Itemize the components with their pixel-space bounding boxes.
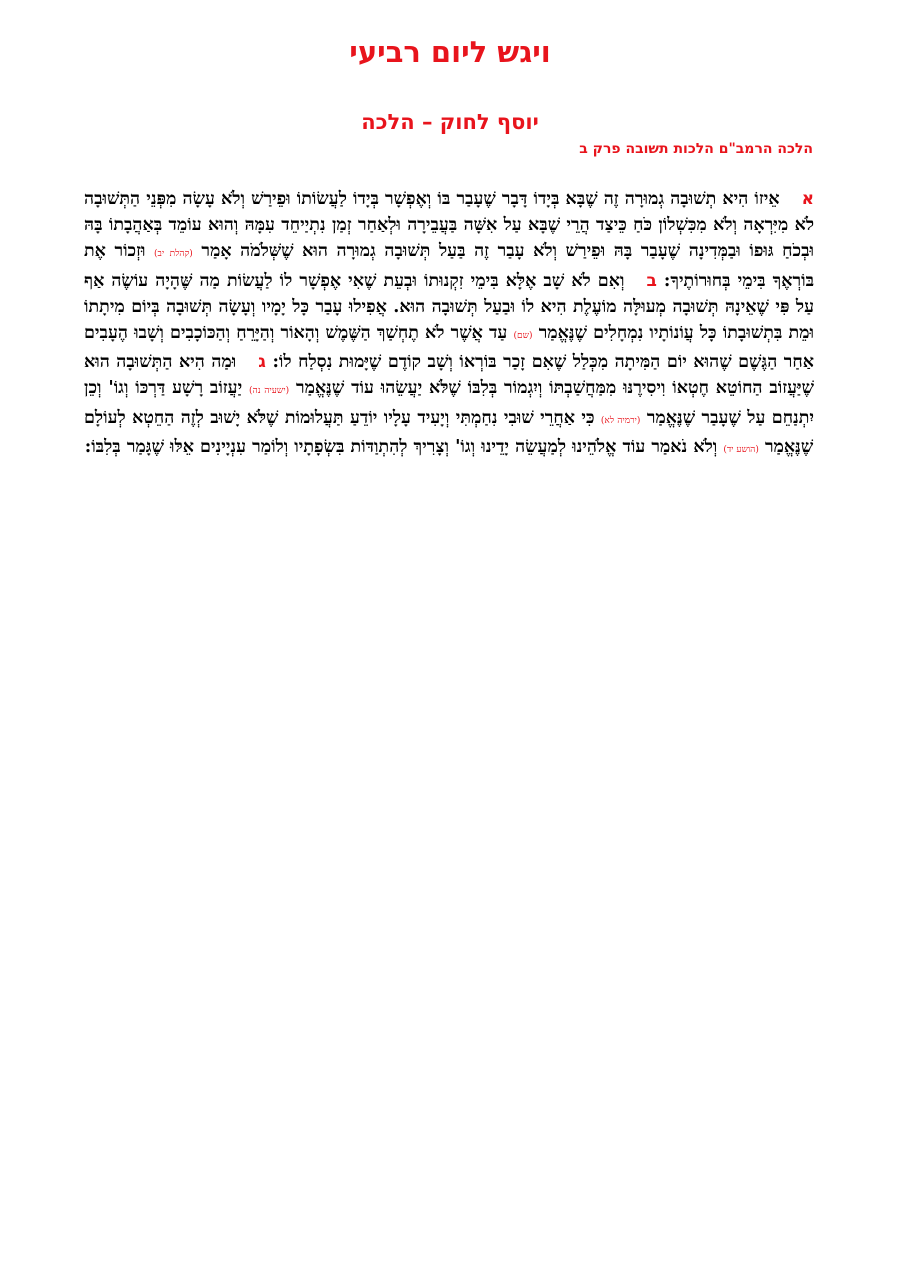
halacha-number: א: [801, 189, 814, 209]
halacha-text: וּמַה הִיא הַתְּשׁוּבָה הוּא שֶׁיַּעֲזוֹב הַחוֹטֵא חֶטְאוֹ וִיסִירֶנּוּ מִמַּחֲשַׁבְתּוֹ וְיִגְמוֹר בְּלִבּוֹ שֶׁלֹּא יַעֲשֵׂהוּ עוֹד שֶׁנֶּאֱמַר: [84, 352, 814, 399]
halacha-text-block: [84, 186, 814, 463]
halacha-text: אֵיזוֹ הִיא תְשׁוּבָה גְמוּרָה זֶה שֶׁבָּא בְּיָדוֹ דָּבָר שֶׁעָבַר בּוֹ וְאֶפְשָׁר בְּיָדוֹ לַעֲשׂוֹתוֹ וּפֵירַשׁ וְלֹא עָשָׂה מִפְּנֵי הַתְּשׁוּבָה לֹא מִיִּרְאָה וְלֹא מִכִּשְׁלוֹן כֹּחַ כֵּיצַד הֲרֵי שֶׁבָּא עַל אִשָּׁה בַּעֲבֵירָה וּלְאַחַר זְמַן נִתְיַיחֵד עִמָּהּ וְהוּא עוֹמֵד בְּאַהֲבָתוֹ בָּהּ וּבְכֹחַ גּוּפוֹ וּבַמְּדִינָה שֶׁעָבַר בָּהּ וּפֵירַשׁ וְלֹא עָבַר זֶה בַּעַל תְּשׁוּבָה גְמוּרָה הוּא שֶׁשְּׁלֹמֹה אָמַר: [84, 189, 814, 262]
verse-reference: (ירמיה לא): [600, 415, 641, 426]
page-title: ויגש ליום רביעי: [349, 35, 551, 69]
halacha-text: וְלֹא נֹאמַר עוֹד אֱלֹהֵינוּ לְמַעֲשֵׂה יָדֵינוּ וְגוֹ' וְצָרִיךְ לְהִתְוַדּוֹת בִּשְׂפָתָיו וְלוֹמַר עִנְיָינִים אֵלּוּ שֶׁגָּמַר בְּלִבּוֹ:: [84, 436, 724, 457]
source-reference: הלכה הרמב"ם הלכות תשובה פרק ב: [579, 141, 813, 157]
verse-reference: (שם): [513, 331, 533, 342]
verse-reference: (ישעיה נה): [249, 386, 290, 397]
halacha-text: יַעֲזוֹב רָשָׁע דַּרְכּוֹ וְגוֹ' וְכֵן יִתְנַחֵם עַל שֶׁעָבַר שֶׁנֶּאֱמַר: [84, 378, 814, 428]
page-subtitle: יוסף לחוק – הלכה: [361, 110, 539, 134]
halacha-text: עַד אֲשֶׁר לֹא תֶחְשַׁךְ הַשֶּׁמֶשׁ וְהָאוֹר וְהַיָּרֵחַ וְהַכּוֹכָבִים וְשָׁבוּ הֶעָבִים אַחַר הַגֶּשֶׁם שֶׁהוּא יוֹם הַמִּיתָה מִכְּלַל שֶׁאִם זָכַר בּוֹרְאוֹ וְשָׁב קוֹדֶם שֶׁיָּמוּת נִסְלַח לוֹ:: [84, 323, 814, 373]
halacha-text: וּזְכוֹר אֶת בּוֹרְאֶךָ בִּימֵי בְּחוּרוֹתֶיךָ:: [84, 241, 815, 291]
halacha-text: וְאִם לֹא שָׁב אֶלָּא בִּימֵי זִקְנוּתוֹ וּבְעֵת שֶׁאִי אֶפְשָׁר לוֹ לַעֲשׂוֹת מַה שֶּׁהָיָה עוֹשֶׂה אַף עַל פִּי שֶׁאֵינָהּ תְּשׁוּבָה מְעוּלָּה מוֹעֶלֶת הִיא לוֹ וּבַעַל תְּשׁוּבָה הוּא. אֲפִילוּ עָבַר כָּל יָמָיו וְעָשָׂה תְּשׁוּבָה בְּיוֹם מִיתָתוֹ וּמֵת בִּתְשׁוּבָתוֹ כָּל עֲוֹנוֹתָיו נִמְחָלִים שֶׁנֶּאֱמַר: [84, 270, 815, 344]
halacha-number: ב: [646, 270, 657, 291]
verse-reference: (קהלת יב): [154, 249, 193, 260]
halacha-text: כִּי אַחֲרֵי שׁוּבִי נִחַמְתִּי וְיָעִיד עָלָיו יוֹדֵעַ תַּעֲלוּמוֹת שֶׁלֹּא יָשׁוּב לְזֶה הַחֵטְא לְעוֹלָם שֶׁנֶּאֱמַר: [84, 407, 814, 457]
halacha-number: ג: [258, 352, 266, 373]
verse-reference: (הושע יד): [723, 444, 759, 455]
